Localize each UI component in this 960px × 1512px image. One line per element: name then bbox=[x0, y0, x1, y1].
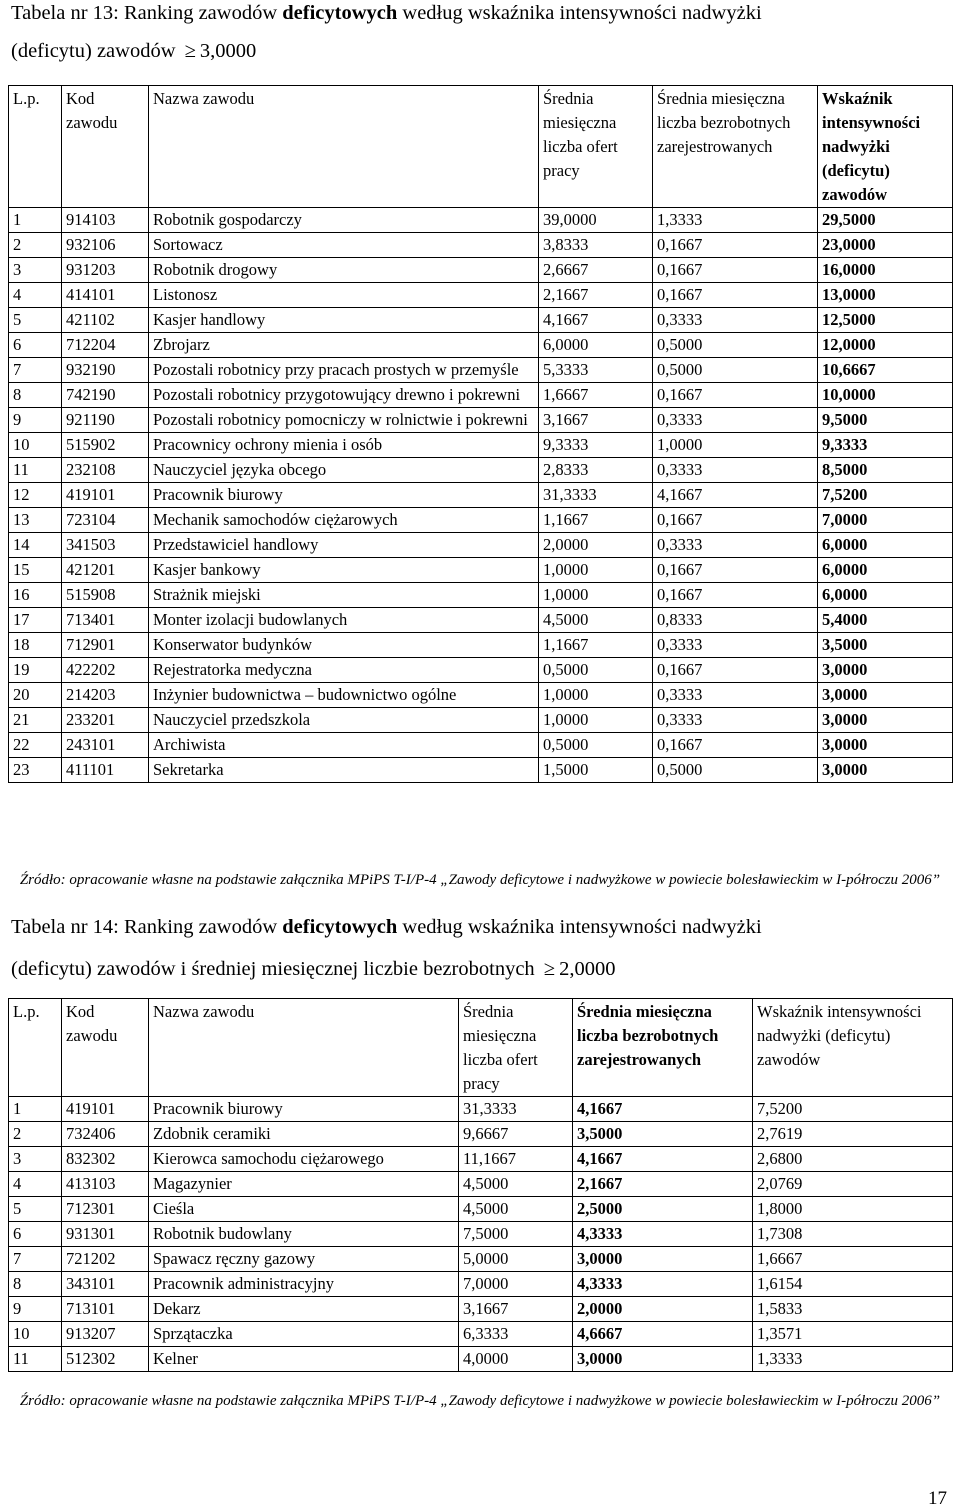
bezrobotni-cell: 0,1667 bbox=[653, 283, 818, 308]
kod-cell: 419101 bbox=[62, 483, 149, 508]
nazwa-cell: Robotnik budowlany bbox=[149, 1222, 459, 1247]
table-row bbox=[9, 308, 953, 333]
kod-cell: 742190 bbox=[62, 383, 149, 408]
kod-cell: 413103 bbox=[62, 1172, 149, 1197]
bezrobotni-cell: 0,5000 bbox=[653, 358, 818, 383]
wskaznik-cell: 8,5000 bbox=[818, 458, 953, 483]
table13-header-row bbox=[9, 86, 953, 208]
lp-cell: 5 bbox=[9, 308, 62, 333]
lp-cell: 12 bbox=[9, 483, 62, 508]
oferty-cell: 4,5000 bbox=[459, 1197, 573, 1222]
bezrobotni-cell: 3,0000 bbox=[573, 1347, 753, 1372]
oferty-cell: 1,0000 bbox=[539, 708, 653, 733]
kod-cell: 712901 bbox=[62, 633, 149, 658]
wskaznik-cell: 9,3333 bbox=[818, 433, 953, 458]
kod-cell: 913207 bbox=[62, 1322, 149, 1347]
oferty-cell: 3,1667 bbox=[539, 408, 653, 433]
lp-cell: 3 bbox=[9, 258, 62, 283]
kod-cell: 931301 bbox=[62, 1222, 149, 1247]
nazwa-cell: Dekarz bbox=[149, 1297, 459, 1322]
oferty-cell: 2,8333 bbox=[539, 458, 653, 483]
col-header-wskaznik: Wskaźnik intensywności nadwyżki (deficytu) zawodów bbox=[818, 86, 953, 208]
lp-cell: 16 bbox=[9, 583, 62, 608]
wskaznik-cell: 3,0000 bbox=[818, 708, 953, 733]
table-row bbox=[9, 758, 953, 783]
nazwa-cell: Pozostali robotnicy pomocniczy w rolnictwie i pokrewni bbox=[149, 408, 539, 433]
oferty-cell: 5,0000 bbox=[459, 1247, 573, 1272]
wskaznik-cell: 12,5000 bbox=[818, 308, 953, 333]
kod-cell: 932190 bbox=[62, 358, 149, 383]
oferty-cell: 3,8333 bbox=[539, 233, 653, 258]
nazwa-cell: Monter izolacji budowlanych bbox=[149, 608, 539, 633]
oferty-cell: 0,5000 bbox=[539, 658, 653, 683]
nazwa-cell: Sekretarka bbox=[149, 758, 539, 783]
wskaznik-cell: 3,0000 bbox=[818, 733, 953, 758]
nazwa-cell: Pracownik biurowy bbox=[149, 1097, 459, 1122]
table13-source-note: Źródło: opracowanie własne na podstawie załącznika MPiPS T-I/P-4 „Zawody deficytowe i nadwyżkowe w powiecie bolesławieckim w I-półroczu 2006” bbox=[19, 872, 941, 888]
wskaznik-cell: 6,0000 bbox=[818, 533, 953, 558]
kod-cell: 419101 bbox=[62, 1097, 149, 1122]
oferty-cell: 6,3333 bbox=[459, 1322, 573, 1347]
kod-cell: 732406 bbox=[62, 1122, 149, 1147]
table13-caption-line1: Tabela nr 13: Ranking zawodów deficytowych według wskaźnika intensywności nadwyżki bbox=[11, 2, 762, 24]
oferty-cell: 4,5000 bbox=[539, 608, 653, 633]
lp-cell: 4 bbox=[9, 283, 62, 308]
kod-cell: 515902 bbox=[62, 433, 149, 458]
nazwa-cell: Rejestratorka medyczna bbox=[149, 658, 539, 683]
bezrobotni-cell: 0,1667 bbox=[653, 558, 818, 583]
nazwa-cell: Kasjer bankowy bbox=[149, 558, 539, 583]
bezrobotni-cell: 0,1667 bbox=[653, 258, 818, 283]
bezrobotni-cell: 0,3333 bbox=[653, 683, 818, 708]
oferty-cell: 3,1667 bbox=[459, 1297, 573, 1322]
kod-cell: 411101 bbox=[62, 758, 149, 783]
table-row bbox=[9, 1272, 953, 1297]
col-header-nazwa: Nazwa zawodu bbox=[149, 999, 459, 1097]
col-header-bezrobotni: Średnia miesięczna liczba bezrobotnych zarejestrowanych bbox=[573, 999, 753, 1097]
kod-cell: 515908 bbox=[62, 583, 149, 608]
wskaznik-cell: 16,0000 bbox=[818, 258, 953, 283]
kod-cell: 713101 bbox=[62, 1297, 149, 1322]
wskaznik-cell: 2,6800 bbox=[753, 1147, 953, 1172]
lp-cell: 23 bbox=[9, 758, 62, 783]
wskaznik-cell: 1,6667 bbox=[753, 1247, 953, 1272]
wskaznik-cell: 29,5000 bbox=[818, 208, 953, 233]
table-row bbox=[9, 483, 953, 508]
nazwa-cell: Robotnik gospodarczy bbox=[149, 208, 539, 233]
nazwa-cell: Magazynier bbox=[149, 1172, 459, 1197]
kod-cell: 712301 bbox=[62, 1197, 149, 1222]
lp-cell: 19 bbox=[9, 658, 62, 683]
table-row bbox=[9, 433, 953, 458]
kod-cell: 233201 bbox=[62, 708, 149, 733]
table-row bbox=[9, 458, 953, 483]
kod-cell: 341503 bbox=[62, 533, 149, 558]
bezrobotni-cell: 4,1667 bbox=[573, 1097, 753, 1122]
kod-cell: 723104 bbox=[62, 508, 149, 533]
page-number: 17 bbox=[928, 1488, 947, 1509]
kod-cell: 713401 bbox=[62, 608, 149, 633]
oferty-cell: 1,5000 bbox=[539, 758, 653, 783]
oferty-cell: 7,5000 bbox=[459, 1222, 573, 1247]
lp-cell: 9 bbox=[9, 1297, 62, 1322]
nazwa-cell: Pozostali robotnicy przygotowujący drewno i pokrewni bbox=[149, 383, 539, 408]
nazwa-cell: Robotnik drogowy bbox=[149, 258, 539, 283]
bezrobotni-cell: 0,3333 bbox=[653, 458, 818, 483]
lp-cell: 11 bbox=[9, 1347, 62, 1372]
table14-body bbox=[9, 1097, 953, 1372]
nazwa-cell: Nauczyciel języka obcego bbox=[149, 458, 539, 483]
bezrobotni-cell: 0,1667 bbox=[653, 583, 818, 608]
table-row bbox=[9, 1297, 953, 1322]
lp-cell: 2 bbox=[9, 233, 62, 258]
table-row bbox=[9, 208, 953, 233]
wskaznik-cell: 7,5200 bbox=[753, 1097, 953, 1122]
oferty-cell: 1,0000 bbox=[539, 558, 653, 583]
bezrobotni-cell: 1,3333 bbox=[653, 208, 818, 233]
kod-cell: 243101 bbox=[62, 733, 149, 758]
col-header-kod: Kod zawodu bbox=[62, 999, 149, 1097]
kod-cell: 932106 bbox=[62, 233, 149, 258]
bezrobotni-cell: 0,5000 bbox=[653, 758, 818, 783]
kod-cell: 712204 bbox=[62, 333, 149, 358]
nazwa-cell: Sprzątaczka bbox=[149, 1322, 459, 1347]
col-header-kod: Kod zawodu bbox=[62, 86, 149, 208]
wskaznik-cell: 1,3571 bbox=[753, 1322, 953, 1347]
oferty-cell: 2,1667 bbox=[539, 283, 653, 308]
bezrobotni-cell: 4,3333 bbox=[573, 1222, 753, 1247]
lp-cell: 21 bbox=[9, 708, 62, 733]
kod-cell: 721202 bbox=[62, 1247, 149, 1272]
nazwa-cell: Pracownik biurowy bbox=[149, 483, 539, 508]
lp-cell: 5 bbox=[9, 1197, 62, 1222]
lp-cell: 14 bbox=[9, 533, 62, 558]
wskaznik-cell: 6,0000 bbox=[818, 583, 953, 608]
table-row bbox=[9, 633, 953, 658]
oferty-cell: 4,5000 bbox=[459, 1172, 573, 1197]
bezrobotni-cell: 4,1667 bbox=[653, 483, 818, 508]
wskaznik-cell: 12,0000 bbox=[818, 333, 953, 358]
bezrobotni-cell: 4,1667 bbox=[573, 1147, 753, 1172]
col-header-oferty: Średnia miesięczna liczba ofert pracy bbox=[539, 86, 653, 208]
wskaznik-cell: 10,6667 bbox=[818, 358, 953, 383]
table-row bbox=[9, 1222, 953, 1247]
nazwa-cell: Zdobnik ceramiki bbox=[149, 1122, 459, 1147]
lp-cell: 10 bbox=[9, 433, 62, 458]
table-row bbox=[9, 383, 953, 408]
lp-cell: 15 bbox=[9, 558, 62, 583]
col-header-lp: L.p. bbox=[9, 999, 62, 1097]
table14-caption-line2: (deficytu) zawodów i średniej miesięcznej liczbie bezrobotnych ≥ 2,0000 bbox=[11, 958, 616, 980]
lp-cell: 4 bbox=[9, 1172, 62, 1197]
kod-cell: 414101 bbox=[62, 283, 149, 308]
wskaznik-cell: 6,0000 bbox=[818, 558, 953, 583]
kod-cell: 921190 bbox=[62, 408, 149, 433]
lp-cell: 9 bbox=[9, 408, 62, 433]
table-row bbox=[9, 333, 953, 358]
oferty-cell: 1,0000 bbox=[539, 583, 653, 608]
wskaznik-cell: 5,4000 bbox=[818, 608, 953, 633]
table14-header-row bbox=[9, 999, 953, 1097]
table-row bbox=[9, 1097, 953, 1122]
table-row bbox=[9, 1147, 953, 1172]
bezrobotni-cell: 3,5000 bbox=[573, 1122, 753, 1147]
table-row bbox=[9, 1197, 953, 1222]
lp-cell: 22 bbox=[9, 733, 62, 758]
kod-cell: 931203 bbox=[62, 258, 149, 283]
nazwa-cell: Przedstawiciel handlowy bbox=[149, 533, 539, 558]
kod-cell: 914103 bbox=[62, 208, 149, 233]
kod-cell: 422202 bbox=[62, 658, 149, 683]
oferty-cell: 1,1667 bbox=[539, 508, 653, 533]
lp-cell: 6 bbox=[9, 1222, 62, 1247]
nazwa-cell: Pracownik administracyjny bbox=[149, 1272, 459, 1297]
bezrobotni-cell: 0,5000 bbox=[653, 333, 818, 358]
wskaznik-cell: 3,0000 bbox=[818, 683, 953, 708]
wskaznik-cell: 3,0000 bbox=[818, 658, 953, 683]
kod-cell: 421102 bbox=[62, 308, 149, 333]
oferty-cell: 1,0000 bbox=[539, 683, 653, 708]
wskaznik-cell: 23,0000 bbox=[818, 233, 953, 258]
lp-cell: 1 bbox=[9, 1097, 62, 1122]
lp-cell: 20 bbox=[9, 683, 62, 708]
table-row bbox=[9, 1122, 953, 1147]
oferty-cell: 2,0000 bbox=[539, 533, 653, 558]
lp-cell: 7 bbox=[9, 358, 62, 383]
wskaznik-cell: 1,6154 bbox=[753, 1272, 953, 1297]
oferty-cell: 39,0000 bbox=[539, 208, 653, 233]
kod-cell: 343101 bbox=[62, 1272, 149, 1297]
bezrobotni-cell: 3,0000 bbox=[573, 1247, 753, 1272]
wskaznik-cell: 10,0000 bbox=[818, 383, 953, 408]
wskaznik-cell: 3,0000 bbox=[818, 758, 953, 783]
table14-caption-line1: Tabela nr 14: Ranking zawodów deficytowych według wskaźnika intensywności nadwyżki bbox=[11, 916, 762, 938]
kod-cell: 214203 bbox=[62, 683, 149, 708]
col-header-nazwa: Nazwa zawodu bbox=[149, 86, 539, 208]
table13-caption-line2: (deficytu) zawodów ≥ 3,0000 bbox=[11, 40, 257, 62]
wskaznik-cell: 1,5833 bbox=[753, 1297, 953, 1322]
table-row bbox=[9, 358, 953, 383]
kod-cell: 421201 bbox=[62, 558, 149, 583]
table-row bbox=[9, 558, 953, 583]
kod-cell: 512302 bbox=[62, 1347, 149, 1372]
wskaznik-cell: 13,0000 bbox=[818, 283, 953, 308]
table-row bbox=[9, 533, 953, 558]
bezrobotni-cell: 0,8333 bbox=[653, 608, 818, 633]
col-header-oferty: Średnia miesięczna liczba ofert pracy bbox=[459, 999, 573, 1097]
lp-cell: 8 bbox=[9, 383, 62, 408]
lp-cell: 3 bbox=[9, 1147, 62, 1172]
table-row bbox=[9, 508, 953, 533]
bezrobotni-cell: 0,1667 bbox=[653, 733, 818, 758]
nazwa-cell: Inżynier budownictwa – budownictwo ogólne bbox=[149, 683, 539, 708]
nazwa-cell: Zbrojarz bbox=[149, 333, 539, 358]
table-row bbox=[9, 658, 953, 683]
bezrobotni-cell: 0,1667 bbox=[653, 658, 818, 683]
lp-cell: 11 bbox=[9, 458, 62, 483]
bezrobotni-cell: 0,3333 bbox=[653, 708, 818, 733]
nazwa-cell: Konserwator budynków bbox=[149, 633, 539, 658]
oferty-cell: 0,5000 bbox=[539, 733, 653, 758]
wskaznik-cell: 9,5000 bbox=[818, 408, 953, 433]
wskaznik-cell: 1,7308 bbox=[753, 1222, 953, 1247]
table-row bbox=[9, 608, 953, 633]
wskaznik-cell: 2,0769 bbox=[753, 1172, 953, 1197]
oferty-cell: 9,3333 bbox=[539, 433, 653, 458]
oferty-cell: 1,1667 bbox=[539, 633, 653, 658]
nazwa-cell: Cieśla bbox=[149, 1197, 459, 1222]
oferty-cell: 2,6667 bbox=[539, 258, 653, 283]
oferty-cell: 9,6667 bbox=[459, 1122, 573, 1147]
bezrobotni-cell: 0,3333 bbox=[653, 308, 818, 333]
table-row bbox=[9, 408, 953, 433]
wskaznik-cell: 1,8000 bbox=[753, 1197, 953, 1222]
oferty-cell: 31,3333 bbox=[539, 483, 653, 508]
table-row bbox=[9, 683, 953, 708]
nazwa-cell: Spawacz ręczny gazowy bbox=[149, 1247, 459, 1272]
bezrobotni-cell: 0,3333 bbox=[653, 633, 818, 658]
bezrobotni-cell: 0,1667 bbox=[653, 233, 818, 258]
nazwa-cell: Kierowca samochodu ciężarowego bbox=[149, 1147, 459, 1172]
bezrobotni-cell: 0,1667 bbox=[653, 508, 818, 533]
oferty-cell: 6,0000 bbox=[539, 333, 653, 358]
wskaznik-cell: 7,5200 bbox=[818, 483, 953, 508]
bezrobotni-cell: 2,5000 bbox=[573, 1197, 753, 1222]
table-row bbox=[9, 258, 953, 283]
col-header-bezrobotni: Średnia miesięczna liczba bezrobotnych zarejestrowanych bbox=[653, 86, 818, 208]
bezrobotni-cell: 1,0000 bbox=[653, 433, 818, 458]
table14-source-note: Źródło: opracowanie własne na podstawie załącznika MPiPS T-I/P-4 „Zawody deficytowe i nadwyżkowe w powiecie bolesławieckim w I-półroczu 2006” bbox=[19, 1393, 941, 1409]
oferty-cell: 5,3333 bbox=[539, 358, 653, 383]
nazwa-cell: Listonosz bbox=[149, 283, 539, 308]
wskaznik-cell: 3,5000 bbox=[818, 633, 953, 658]
lp-cell: 8 bbox=[9, 1272, 62, 1297]
table-row bbox=[9, 283, 953, 308]
lp-cell: 10 bbox=[9, 1322, 62, 1347]
bezrobotni-cell: 0,3333 bbox=[653, 408, 818, 433]
lp-cell: 6 bbox=[9, 333, 62, 358]
lp-cell: 7 bbox=[9, 1247, 62, 1272]
nazwa-cell: Mechanik samochodów ciężarowych bbox=[149, 508, 539, 533]
table13-body bbox=[9, 208, 953, 783]
bezrobotni-cell: 4,3333 bbox=[573, 1272, 753, 1297]
col-header-wskaznik: Wskaźnik intensywności nadwyżki (deficytu) zawodów bbox=[753, 999, 953, 1097]
lp-cell: 1 bbox=[9, 208, 62, 233]
bezrobotni-cell: 2,0000 bbox=[573, 1297, 753, 1322]
kod-cell: 832302 bbox=[62, 1147, 149, 1172]
oferty-cell: 4,0000 bbox=[459, 1347, 573, 1372]
table13 bbox=[8, 85, 953, 783]
nazwa-cell: Pozostali robotnicy przy pracach prostych w przemyśle bbox=[149, 358, 539, 383]
table14 bbox=[8, 998, 953, 1372]
oferty-cell: 11,1667 bbox=[459, 1147, 573, 1172]
bezrobotni-cell: 0,1667 bbox=[653, 383, 818, 408]
wskaznik-cell: 2,7619 bbox=[753, 1122, 953, 1147]
table-row bbox=[9, 233, 953, 258]
table-row bbox=[9, 708, 953, 733]
bezrobotni-cell: 2,1667 bbox=[573, 1172, 753, 1197]
bezrobotni-cell: 0,3333 bbox=[653, 533, 818, 558]
table-row bbox=[9, 583, 953, 608]
nazwa-cell: Nauczyciel przedszkola bbox=[149, 708, 539, 733]
wskaznik-cell: 1,3333 bbox=[753, 1347, 953, 1372]
lp-cell: 17 bbox=[9, 608, 62, 633]
nazwa-cell: Kasjer handlowy bbox=[149, 308, 539, 333]
oferty-cell: 7,0000 bbox=[459, 1272, 573, 1297]
nazwa-cell: Strażnik miejski bbox=[149, 583, 539, 608]
lp-cell: 18 bbox=[9, 633, 62, 658]
oferty-cell: 31,3333 bbox=[459, 1097, 573, 1122]
nazwa-cell: Kelner bbox=[149, 1347, 459, 1372]
nazwa-cell: Pracownicy ochrony mienia i osób bbox=[149, 433, 539, 458]
table-row bbox=[9, 1347, 953, 1372]
oferty-cell: 1,6667 bbox=[539, 383, 653, 408]
wskaznik-cell: 7,0000 bbox=[818, 508, 953, 533]
col-header-lp: L.p. bbox=[9, 86, 62, 208]
kod-cell: 232108 bbox=[62, 458, 149, 483]
nazwa-cell: Sortowacz bbox=[149, 233, 539, 258]
bezrobotni-cell: 4,6667 bbox=[573, 1322, 753, 1347]
lp-cell: 13 bbox=[9, 508, 62, 533]
table-row bbox=[9, 1247, 953, 1272]
lp-cell: 2 bbox=[9, 1122, 62, 1147]
oferty-cell: 4,1667 bbox=[539, 308, 653, 333]
table-row bbox=[9, 1172, 953, 1197]
nazwa-cell: Archiwista bbox=[149, 733, 539, 758]
table-row bbox=[9, 733, 953, 758]
table-row bbox=[9, 1322, 953, 1347]
